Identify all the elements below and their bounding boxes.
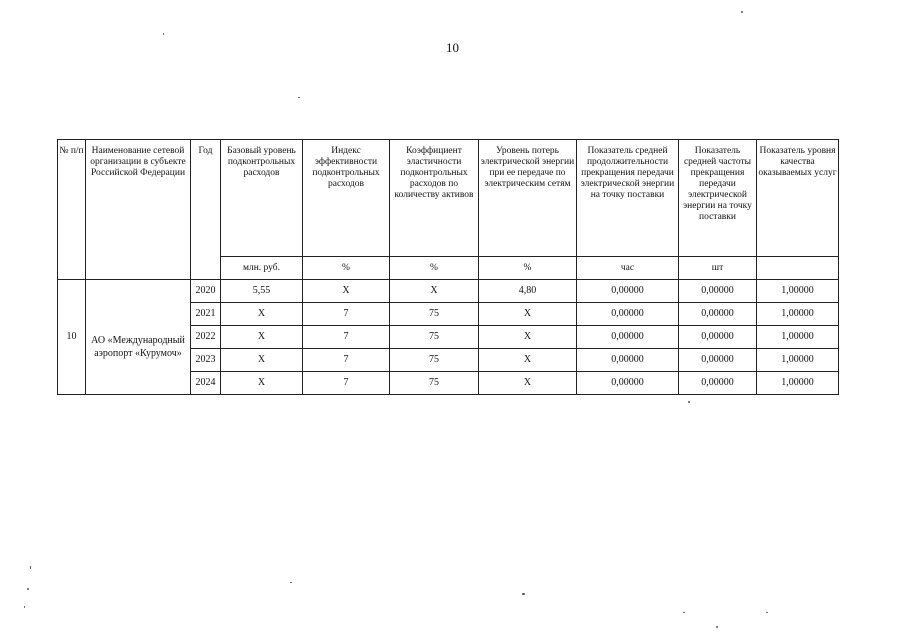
header-interruption-duration: Показатель средней продолжительности прекращения передачи электрической энергии на точку поставки (577, 140, 679, 257)
table-cell: 1,00000 (757, 303, 839, 326)
header-interruption-frequency: Показатель средней частоты прекращения передачи электрической энергии на точку поставки (679, 140, 757, 257)
header-year: Год (191, 140, 221, 280)
table-cell: 1,00000 (757, 326, 839, 349)
table-cell: 0,00000 (577, 349, 679, 372)
year-cell: 2024 (191, 372, 221, 395)
table-cell: 0,00000 (577, 326, 679, 349)
header-efficiency-index: Индекс эффективности подконтрольных расходов (303, 140, 390, 257)
scan-speck (163, 33, 164, 35)
unit-interruption-duration: час (577, 257, 679, 280)
year-cell: 2020 (191, 280, 221, 303)
table-cell: Х (479, 303, 577, 326)
table-cell: 0,00000 (679, 303, 757, 326)
table-cell: 7 (303, 303, 390, 326)
table-cell: 0,00000 (577, 372, 679, 395)
scan-speck (27, 588, 29, 590)
table-cell: 75 (390, 303, 479, 326)
header-service-quality: Показатель уровня качества оказываемых услуг (757, 140, 839, 257)
table-cell: 75 (390, 372, 479, 395)
table-cell: Х (221, 326, 303, 349)
table-cell: 5,55 (221, 280, 303, 303)
table-cell: 4,80 (479, 280, 577, 303)
header-loss-level: Уровень потерь электрической энергии при ее передаче по электрическим сетям (479, 140, 577, 257)
year-cell: 2022 (191, 326, 221, 349)
table-cell: 1,00000 (757, 372, 839, 395)
header-organization: Наименование сетевой организации в субъекте Российской Федерации (86, 140, 191, 280)
unit-elasticity-coefficient: % (390, 257, 479, 280)
year-cell: 2023 (191, 349, 221, 372)
unit-interruption-frequency: шт (679, 257, 757, 280)
table-cell: 1,00000 (757, 280, 839, 303)
table-cell: 7 (303, 349, 390, 372)
scan-speck (683, 612, 685, 613)
table-cell: 0,00000 (679, 349, 757, 372)
table-cell: 7 (303, 326, 390, 349)
page-number: 10 (446, 40, 459, 55)
table-cell: Х (221, 349, 303, 372)
table-cell: 75 (390, 326, 479, 349)
scan-speck (766, 612, 768, 613)
row-number: 10 (58, 280, 86, 395)
table-cell: 7 (303, 372, 390, 395)
table-cell: 1,00000 (757, 349, 839, 372)
unit-efficiency-index: % (303, 257, 390, 280)
header-base-expenses: Базовый уровень подконтрольных расходов (221, 140, 303, 257)
organization-name: АО «Международный аэропорт «Курумоч» (86, 280, 191, 395)
table-cell: Х (221, 303, 303, 326)
scan-speck (298, 97, 300, 98)
unit-service-quality (757, 257, 839, 280)
scan-speck (522, 593, 525, 595)
scan-speck (716, 626, 718, 628)
header-number: № п/п (58, 140, 86, 280)
table-cell: Х (479, 372, 577, 395)
table-cell: Х (479, 349, 577, 372)
table-cell: Х (303, 280, 390, 303)
table-cell: Х (221, 372, 303, 395)
table-cell: 0,00000 (679, 280, 757, 303)
scan-speck (688, 401, 690, 403)
table-cell: 75 (390, 349, 479, 372)
table-cell: 0,00000 (679, 326, 757, 349)
scan-speck (290, 582, 292, 583)
scan-speck (24, 606, 25, 608)
year-cell: 2021 (191, 303, 221, 326)
table-cell: 0,00000 (577, 280, 679, 303)
table-row (58, 280, 839, 303)
table-cell: 0,00000 (577, 303, 679, 326)
header-elasticity-coefficient: Коэффициент эластичности подконтрольных расходов по количеству активов (390, 140, 479, 257)
scan-speck (741, 11, 743, 13)
table-cell: 0,00000 (679, 372, 757, 395)
unit-loss-level: % (479, 257, 577, 280)
scan-speck (30, 566, 31, 569)
table-cell: Х (390, 280, 479, 303)
unit-base-expenses: млн. руб. (221, 257, 303, 280)
tariff-parameters-table (57, 139, 839, 395)
table-cell: Х (479, 326, 577, 349)
